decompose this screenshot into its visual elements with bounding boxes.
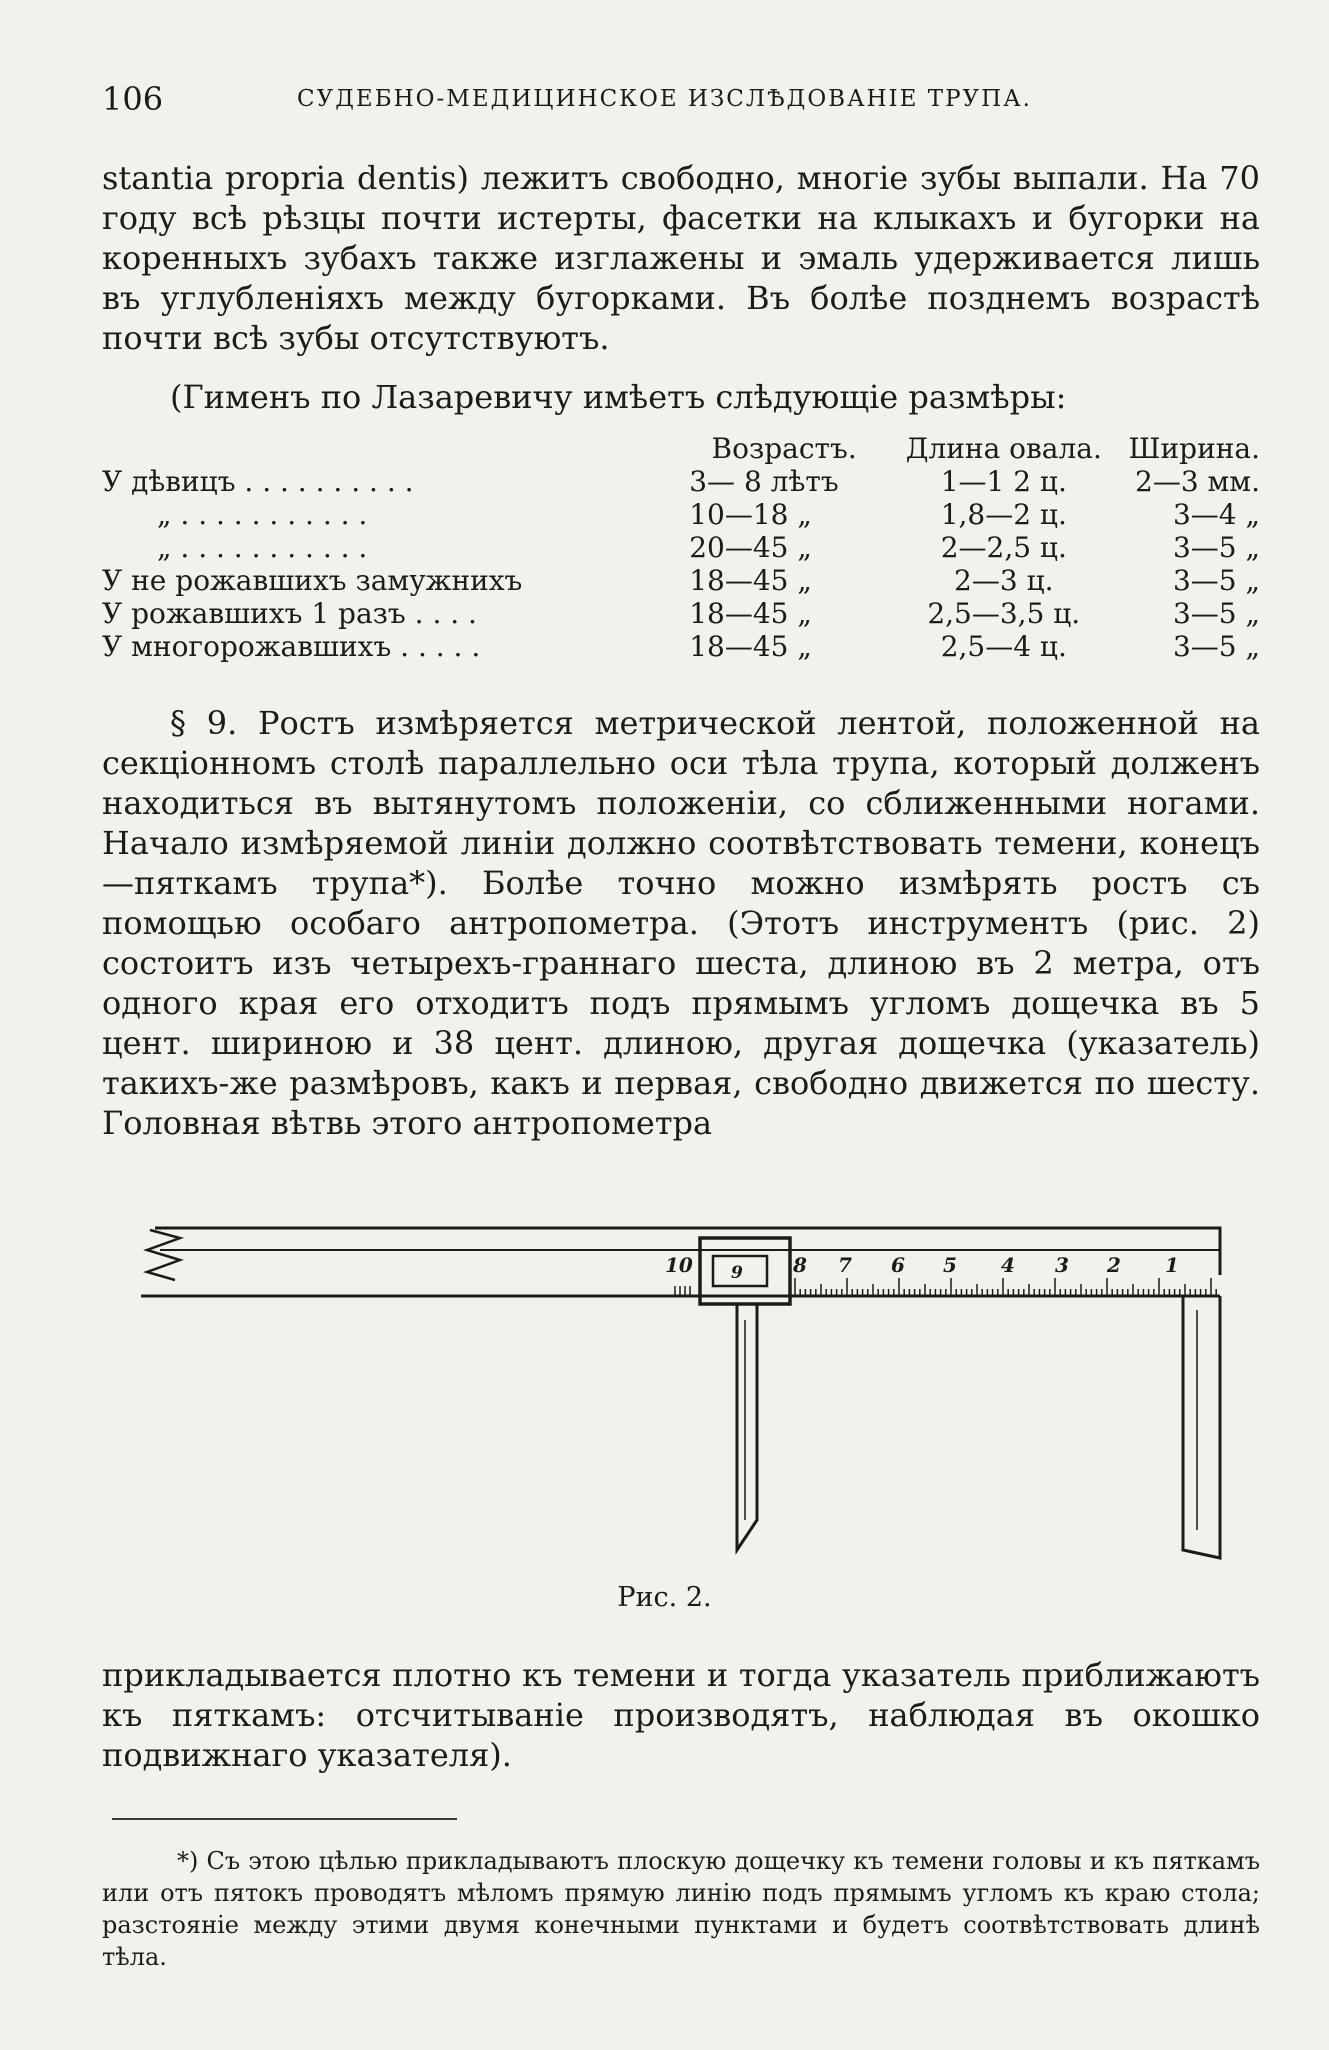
row-width: 3—5 „ (1172, 531, 1260, 564)
scale-number-8: 8 (793, 1253, 807, 1277)
table-header-length: Длина овала. (905, 432, 1102, 465)
row-age: 3— 8 лѣтъ (689, 465, 839, 498)
row-label: У дѣвицъ . . . . . . . . . . (102, 465, 414, 498)
rod-break-mark (147, 1230, 180, 1280)
table-row (102, 564, 1260, 597)
row-width: 3—4 „ (1172, 498, 1260, 531)
running-title: СУДЕБНО-МЕДИЦИНСКОЕ ИЗСЛѢДОВАНІЕ ТРУПА. (297, 86, 1032, 112)
paragraph-hymen-intro: (Гименъ по Лазаревичу имѣетъ слѣдующіе размѣры: (170, 378, 1067, 416)
scale-number-1: 1 (1165, 1253, 1179, 1277)
scale-number-3: 3 (1055, 1253, 1069, 1277)
row-age: 20—45 „ (689, 531, 812, 564)
row-age: 18—45 „ (689, 564, 812, 597)
row-age: 18—45 „ (689, 630, 812, 663)
paragraph-section-9: § 9. Ростъ измѣряется метрической лентой, положенной на секціонномъ столѣ параллельно оси тѣла трупа, который долженъ находиться въ вытянутомъ положеніи, со сближенными ногами. Начало измѣряемой линіи должно соотвѣтствовать темени, конецъ—пяткамъ трупа*). Болѣе точно можно измѣрять ростъ съ помощью особаго антропометра. (Этотъ инструментъ (рис. 2) состоитъ изъ четырехъ-граннаго шеста, длиною въ 2 метра, отъ одного края его отходитъ подъ прямымъ угломъ дощечка въ 5 цент. шириною и 38 цент. длиною, другая дощечка (указатель) такихъ-же размѣровъ, какъ и первая, свободно движется по шесту. Головная вѣтвь этого антропометра (102, 704, 1260, 1142)
table-header-width: Ширина. (1128, 432, 1260, 465)
row-label: „ . . . . . . . . . . . (157, 498, 368, 531)
row-length: 2,5—3,5 ц. (927, 597, 1081, 630)
table-row (102, 597, 1260, 630)
table-row (102, 498, 1260, 531)
scale-number-6: 6 (891, 1253, 905, 1277)
row-label: У многорожавшихъ . . . . . (102, 630, 481, 663)
footnote-separator (112, 1818, 457, 1820)
scale-number-10: 10 (665, 1253, 693, 1277)
scale-number-2: 2 (1107, 1253, 1121, 1277)
footnote: *) Съ этою цѣлью прикладываютъ плоскую дощечку къ темени головы и къ пяткамъ или отъ пятокъ проводятъ мѣломъ прямую линію подъ прямымъ угломъ къ краю стола; разстояніе между этими двумя конечными пунктами и будетъ соотвѣтствовать длинѣ тѣла. (102, 1847, 1260, 1971)
scale-number-7: 7 (838, 1253, 852, 1277)
page-header (102, 80, 1259, 120)
table-row (102, 465, 1260, 498)
row-length: 1,8—2 ц. (940, 498, 1067, 531)
page-number: 106 (102, 80, 164, 118)
figure-caption: Рис. 2. (617, 1582, 712, 1613)
row-length: 2,5—4 ц. (940, 630, 1067, 663)
scale-number-9: 9 (731, 1263, 743, 1283)
paragraph-continuation: прикладывается плотно къ темени и тогда указатель приближаютъ къ пяткамъ: отсчитываніе производятъ, наблюдая въ окошко подвижнаго указателя). (102, 1656, 1260, 1774)
paragraph-teeth: stantia propria dentis) лежитъ свободно, многіе зубы выпали. На 70 году всѣ рѣзцы почти истерты, фасетки на клыкахъ и бугорки на коренныхъ зубахъ также изглажены и эмаль удерживается лишь въ углубленіяхъ между бугорками. Въ болѣе позднемъ возрастѣ почти всѣ зубы отсутствуютъ. (102, 159, 1260, 357)
anthropometer-figure (135, 1220, 1235, 1580)
row-length: 1—1 2 ц. (940, 465, 1067, 498)
row-width: 3—5 „ (1172, 597, 1260, 630)
table-header-empty (102, 432, 671, 465)
row-label: „ . . . . . . . . . . . (157, 531, 368, 564)
row-age: 18—45 „ (689, 597, 812, 630)
table-header-row (102, 432, 1260, 465)
row-width: 2—3 мм. (1135, 465, 1260, 498)
row-age: 10—18 „ (689, 498, 812, 531)
table-row (102, 531, 1260, 564)
row-label: У не рожавшихъ замужнихъ (102, 564, 523, 597)
row-label: У рожавшихъ 1 разъ . . . . (102, 597, 477, 630)
table-header-age: Возрастъ. (711, 432, 857, 465)
row-length: 2—3 ц. (954, 564, 1054, 597)
row-width: 3—5 „ (1172, 630, 1260, 663)
scale-number-5: 5 (943, 1253, 957, 1277)
table-row (102, 630, 1260, 663)
row-width: 3—5 „ (1172, 564, 1260, 597)
head-branch (1183, 1296, 1220, 1558)
row-length: 2—2,5 ц. (940, 531, 1067, 564)
pointer-branch (737, 1304, 757, 1550)
hymen-size-table (102, 432, 1260, 663)
scale-number-4: 4 (1001, 1253, 1015, 1277)
